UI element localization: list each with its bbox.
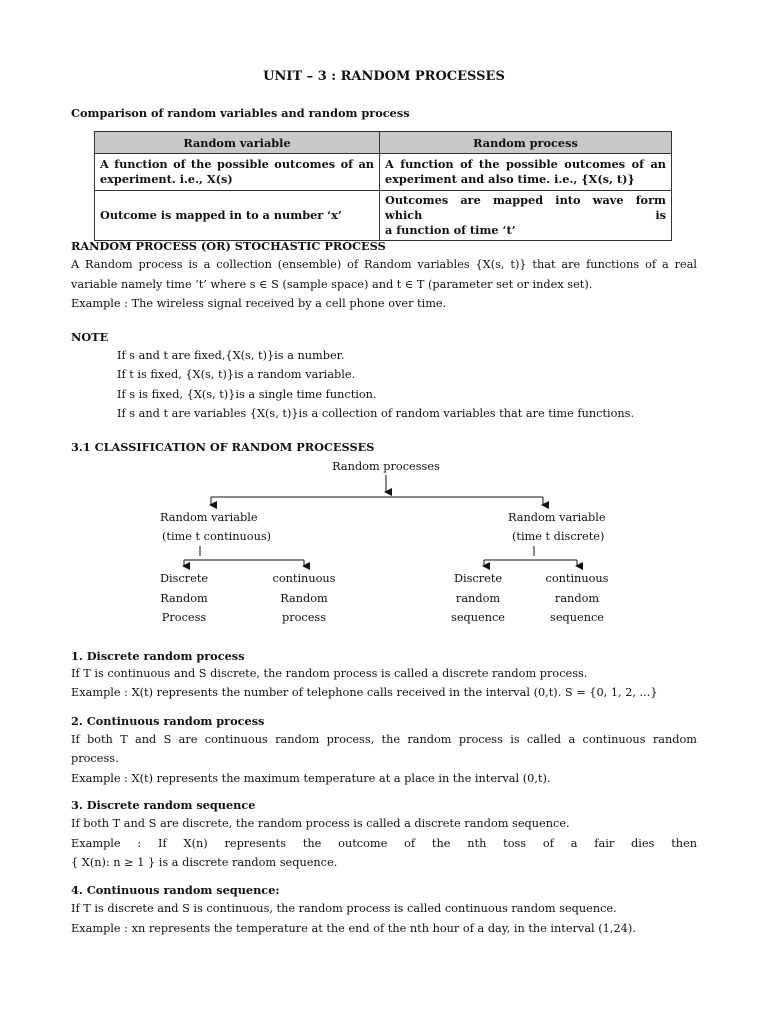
section-2-example: Example : X(t) represents the maximum temperature at a place in the interval (0,t).	[71, 772, 551, 785]
cell-text-line: A function of the possible outcomes of an	[100, 157, 374, 171]
cell-text-line: Outcome is mapped in to a number ‘x’	[100, 208, 342, 222]
section-4-text: If T is discrete and S is continuous, the random process is called continuous random sequence.	[71, 902, 617, 915]
cell-text-line: experiment. i.e., X(s)	[100, 172, 233, 186]
diagram-right-label: Random variable	[508, 511, 606, 524]
leaf-line: Discrete	[159, 572, 209, 585]
leaf-line: sequence	[451, 611, 505, 624]
diagram-leaf-discrete-random-process	[148, 569, 220, 628]
diagram-root-label: Random processes	[332, 460, 440, 473]
leaf-line: continuous	[272, 572, 336, 585]
leaf-line: Random	[160, 591, 208, 605]
classification-heading: 3.1 CLASSIFICATION OF RANDOM PROCESSES	[71, 440, 375, 454]
note-item: If t is fixed, {X(s, t)}is a random variable.	[117, 368, 356, 381]
leaf-line: process	[281, 611, 327, 624]
random-process-line-1: A Random process is a collection (ensemble) of Random variables {X(s, t)} that are functions of a real	[71, 258, 697, 271]
comparison-heading: Comparison of random variables and random process	[71, 106, 410, 120]
column-header-random-process: Random process	[380, 132, 672, 154]
diagram-left-label: Random variable	[160, 511, 258, 524]
cell-text-line: experiment and also time. i.e., {X(s, t)}	[385, 172, 635, 186]
random-process-line-2: variable namely time ‘t’ where s ∈ S (sample space) and t ∈ T (parameter set or index set).	[71, 278, 593, 291]
section-3-heading: 3. Discrete random sequence	[71, 798, 256, 812]
leaf-line: random	[455, 591, 501, 605]
section-3-text: If both T and S are discrete, the random process is called a discrete random sequence.	[71, 817, 570, 830]
section-4-heading: 4. Continuous random sequence:	[71, 883, 280, 897]
diagram-left-sublabel: (time t continuous)	[162, 530, 272, 543]
leaf-line: Process	[161, 611, 207, 624]
section-1-heading: 1. Discrete random process	[71, 649, 245, 663]
leaf-line: continuous	[545, 572, 609, 585]
section-3-example-cont: { X(n): n ≥ 1 } is a discrete random sequence.	[71, 856, 338, 869]
section-1-example: Example : X(t) represents the number of telephone calls received in the interval (0,t). S = {0, 1, 2, ...}	[71, 686, 658, 699]
note-item: If s is fixed, {X(s, t)}is a single time function.	[117, 388, 377, 401]
leaf-line: Random	[280, 591, 328, 605]
diagram-leaf-continuous-random-sequence	[534, 569, 620, 628]
cell-text-line: A function of the possible outcomes of an	[385, 157, 666, 171]
leaf-line: random	[554, 591, 600, 605]
leaf-line: sequence	[550, 611, 604, 624]
note-heading: NOTE	[71, 330, 109, 344]
section-2-heading: 2. Continuous random process	[71, 714, 265, 728]
section-2-text: If both T and S are continuous random process, the random process is called a continuous random	[71, 733, 697, 746]
note-item: If s and t are variables {X(s, t)}is a collection of random variables that are time functions.	[117, 407, 635, 420]
diagram-right-sublabel: (time t discrete)	[512, 530, 605, 543]
section-4-example: Example : xn represents the temperature at the end of the nth hour of a day, in the interval (1,24).	[71, 922, 636, 935]
random-process-heading: RANDOM PROCESS (OR) STOCHASTIC PROCESS	[71, 239, 386, 253]
cell-text-line: Outcomes are mapped into wave form which is	[385, 193, 666, 222]
section-1-text: If T is continuous and S discrete, the random process is called a discrete random process.	[71, 667, 588, 680]
diagram-leaf-continuous-random-process	[262, 569, 346, 628]
page-title: UNIT – 3 : RANDOM PROCESSES	[263, 69, 505, 84]
section-2-text-cont: process.	[71, 752, 119, 765]
section-3-example: Example : If X(n) represents the outcome of the nth toss of a fair dies then	[71, 837, 697, 850]
column-header-random-variable: Random variable	[95, 132, 380, 154]
cell-text-line: a function of time ‘t’	[385, 223, 516, 237]
diagram-leaf-discrete-random-sequence	[440, 569, 516, 628]
random-process-example: Example : The wireless signal received by a cell phone over time.	[71, 297, 447, 310]
leaf-line: Discrete	[453, 572, 503, 585]
note-item: If s and t are fixed,{X(s, t)}is a number.	[117, 349, 345, 362]
